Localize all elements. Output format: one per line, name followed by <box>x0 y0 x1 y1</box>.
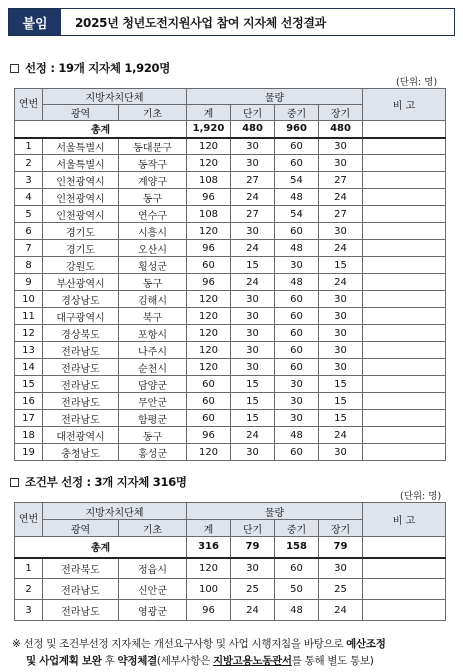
cell-wide: 전라남도 <box>43 342 119 359</box>
cell-total: 96 <box>187 427 231 444</box>
cell-no: 2 <box>15 155 43 172</box>
note-cell <box>363 325 446 342</box>
note-cell <box>363 138 446 155</box>
col-header-short: 단기 <box>231 105 275 121</box>
cell-long: 30 <box>319 291 363 308</box>
cell-basic: 나주시 <box>119 342 187 359</box>
note-cell <box>363 537 446 558</box>
note-cell <box>363 600 446 621</box>
cell-short: 30 <box>231 291 275 308</box>
cell-no: 15 <box>15 376 43 393</box>
cell-short: 30 <box>231 138 275 155</box>
checkbox-icon <box>10 64 19 73</box>
note-cell <box>363 291 446 308</box>
col-header-region: 지방자치단체 <box>43 503 187 520</box>
cell-wide: 경상남도 <box>43 291 119 308</box>
cell-short: 24 <box>231 240 275 257</box>
table-row <box>15 558 446 579</box>
cell-long: 27 <box>319 172 363 189</box>
cell-wide: 충청남도 <box>43 444 119 461</box>
cell-basic: 영광군 <box>119 600 187 621</box>
col-header-basic: 기초 <box>119 520 187 537</box>
note-cell <box>363 189 446 206</box>
cell-total: 96 <box>187 274 231 291</box>
footnote-text: 를 통해 별도 통보) <box>291 655 374 667</box>
cell-total: 120 <box>187 359 231 376</box>
col-header-short: 단기 <box>231 520 275 537</box>
cell-no: 2 <box>15 579 43 600</box>
col-header-wide: 광역 <box>43 520 119 537</box>
section2-title-text: 조건부 선정 : 3개 지자체 316명 <box>25 475 187 489</box>
cell-no: 9 <box>15 274 43 291</box>
cell-long: 24 <box>319 274 363 291</box>
cell-total: 60 <box>187 410 231 427</box>
cell-total: 120 <box>187 444 231 461</box>
footnote-text: (세부사항은 <box>156 655 213 667</box>
cell-wide: 전라남도 <box>43 600 119 621</box>
cell-short: 30 <box>231 342 275 359</box>
total-sum: 316 <box>187 537 231 558</box>
col-header-basic: 기초 <box>119 105 187 121</box>
note-cell <box>363 393 446 410</box>
cell-long: 24 <box>319 240 363 257</box>
cell-total: 96 <box>187 600 231 621</box>
cell-basic: 시흥시 <box>119 223 187 240</box>
cell-long: 30 <box>319 308 363 325</box>
col-header-total: 계 <box>187 105 231 121</box>
checkbox-icon <box>10 478 19 487</box>
note-cell <box>363 274 446 291</box>
total-label: 총계 <box>15 537 187 558</box>
table-row <box>15 444 446 461</box>
cell-wide: 전라남도 <box>43 410 119 427</box>
footnote <box>12 636 452 670</box>
cell-total: 120 <box>187 342 231 359</box>
cell-wide: 경기도 <box>43 223 119 240</box>
col-header-note: 비 고 <box>363 89 446 121</box>
col-header-no: 연번 <box>15 503 43 537</box>
cell-total: 120 <box>187 308 231 325</box>
cell-short: 27 <box>231 172 275 189</box>
note-cell <box>363 121 446 138</box>
cell-short: 15 <box>231 393 275 410</box>
cell-wide: 전라남도 <box>43 579 119 600</box>
table-row <box>15 308 446 325</box>
cell-short: 24 <box>231 189 275 206</box>
cell-basic: 동대문구 <box>119 138 187 155</box>
table-row <box>15 359 446 376</box>
cell-long: 30 <box>319 342 363 359</box>
cell-long: 15 <box>319 257 363 274</box>
note-cell <box>363 308 446 325</box>
cell-total: 60 <box>187 257 231 274</box>
cell-long: 30 <box>319 325 363 342</box>
cell-wide: 전라남도 <box>43 376 119 393</box>
cell-total: 96 <box>187 240 231 257</box>
cell-mid: 60 <box>275 291 319 308</box>
cell-basic: 북구 <box>119 308 187 325</box>
footnote-emphasis: 및 사업계획 보완 <box>26 655 102 667</box>
col-header-long: 장기 <box>319 105 363 121</box>
cell-no: 6 <box>15 223 43 240</box>
cell-basic: 순천시 <box>119 359 187 376</box>
cell-wide: 강원도 <box>43 257 119 274</box>
cell-short: 24 <box>231 600 275 621</box>
cell-short: 30 <box>231 558 275 579</box>
total-sum: 1,920 <box>187 121 231 138</box>
cell-mid: 60 <box>275 558 319 579</box>
cell-basic: 횡성군 <box>119 257 187 274</box>
cell-basic: 동구 <box>119 427 187 444</box>
cell-no: 8 <box>15 257 43 274</box>
total-mid: 960 <box>275 121 319 138</box>
cell-short: 25 <box>231 579 275 600</box>
cell-wide: 대전광역시 <box>43 427 119 444</box>
total-short: 79 <box>231 537 275 558</box>
cell-no: 5 <box>15 206 43 223</box>
cell-total: 120 <box>187 223 231 240</box>
table-row <box>15 223 446 240</box>
cell-basic: 무안군 <box>119 393 187 410</box>
document-title: 2025년 청년도전지원사업 참여 지자체 선정결과 <box>61 9 454 35</box>
footnote-emphasis: 예산조정 <box>346 638 386 650</box>
cell-mid: 60 <box>275 342 319 359</box>
cell-total: 120 <box>187 325 231 342</box>
cell-no: 1 <box>15 558 43 579</box>
cell-wide: 전라북도 <box>43 558 119 579</box>
cell-mid: 48 <box>275 427 319 444</box>
note-cell <box>363 444 446 461</box>
total-mid: 158 <box>275 537 319 558</box>
cell-basic: 정읍시 <box>119 558 187 579</box>
cell-mid: 60 <box>275 138 319 155</box>
cell-mid: 60 <box>275 308 319 325</box>
table-row <box>15 240 446 257</box>
note-cell <box>363 223 446 240</box>
cell-total: 96 <box>187 189 231 206</box>
cell-wide: 인천광역시 <box>43 189 119 206</box>
note-cell <box>363 427 446 444</box>
total-row <box>15 537 446 558</box>
cell-long: 24 <box>319 427 363 444</box>
cell-mid: 60 <box>275 359 319 376</box>
cell-long: 24 <box>319 189 363 206</box>
cell-no: 16 <box>15 393 43 410</box>
note-cell <box>363 342 446 359</box>
cell-basic: 함평군 <box>119 410 187 427</box>
cell-no: 3 <box>15 172 43 189</box>
cell-no: 12 <box>15 325 43 342</box>
section2-title <box>10 474 187 490</box>
cell-short: 30 <box>231 308 275 325</box>
selection-table <box>14 88 446 461</box>
table-row <box>15 600 446 621</box>
cell-mid: 60 <box>275 444 319 461</box>
cell-mid: 54 <box>275 172 319 189</box>
cell-basic: 계양구 <box>119 172 187 189</box>
cell-wide: 대구광역시 <box>43 308 119 325</box>
cell-total: 60 <box>187 376 231 393</box>
total-long: 480 <box>319 121 363 138</box>
cell-mid: 30 <box>275 257 319 274</box>
cell-total: 120 <box>187 558 231 579</box>
total-long: 79 <box>319 537 363 558</box>
footnote-emphasis: 약정체결 <box>117 655 157 667</box>
table-row <box>15 257 446 274</box>
cell-short: 24 <box>231 427 275 444</box>
total-label: 총계 <box>15 121 187 138</box>
cell-basic: 동작구 <box>119 155 187 172</box>
cell-long: 30 <box>319 155 363 172</box>
note-cell <box>363 257 446 274</box>
cell-short: 15 <box>231 257 275 274</box>
footnote-underlined: 지방고용노동관서 <box>212 655 292 667</box>
col-header-wide: 광역 <box>43 105 119 121</box>
table-row <box>15 410 446 427</box>
col-header-total: 계 <box>187 520 231 537</box>
cell-total: 60 <box>187 393 231 410</box>
footnote-text: 후 <box>101 655 118 667</box>
section2-unit: (단위: 명) <box>400 491 442 502</box>
col-header-quota: 물량 <box>187 503 363 520</box>
cell-basic: 오산시 <box>119 240 187 257</box>
section1-title <box>10 60 170 76</box>
cell-no: 14 <box>15 359 43 376</box>
table-row <box>15 172 446 189</box>
note-cell <box>363 410 446 427</box>
cell-no: 10 <box>15 291 43 308</box>
cell-long: 24 <box>319 600 363 621</box>
cell-short: 27 <box>231 206 275 223</box>
cell-mid: 60 <box>275 155 319 172</box>
note-cell <box>363 579 446 600</box>
cell-long: 25 <box>319 579 363 600</box>
cell-short: 15 <box>231 410 275 427</box>
col-header-note: 비 고 <box>363 503 446 537</box>
attachment-badge: 붙임 <box>9 9 61 35</box>
cell-basic: 신안군 <box>119 579 187 600</box>
cell-mid: 30 <box>275 376 319 393</box>
table-row <box>15 342 446 359</box>
cell-no: 11 <box>15 308 43 325</box>
col-header-mid: 중기 <box>275 520 319 537</box>
cell-wide: 부산광역시 <box>43 274 119 291</box>
cell-mid: 50 <box>275 579 319 600</box>
note-cell <box>363 240 446 257</box>
table-row <box>15 206 446 223</box>
cell-no: 3 <box>15 600 43 621</box>
cell-short: 30 <box>231 359 275 376</box>
cell-long: 30 <box>319 138 363 155</box>
cell-total: 120 <box>187 291 231 308</box>
table-row <box>15 274 446 291</box>
conditional-selection-table <box>14 502 446 621</box>
col-header-region: 지방자치단체 <box>43 89 187 105</box>
cell-long: 30 <box>319 444 363 461</box>
cell-no: 18 <box>15 427 43 444</box>
table-row <box>15 325 446 342</box>
cell-total: 108 <box>187 172 231 189</box>
note-cell <box>363 172 446 189</box>
cell-short: 30 <box>231 325 275 342</box>
footnote-text: ※ 선정 및 조건부선정 지자체는 개선요구사항 및 사업 시행지침을 바탕으로 <box>12 638 347 650</box>
table-row <box>15 579 446 600</box>
table-row <box>15 138 446 155</box>
section1-unit: (단위: 명) <box>396 77 438 88</box>
cell-total: 120 <box>187 138 231 155</box>
cell-basic: 담양군 <box>119 376 187 393</box>
col-header-long: 장기 <box>319 520 363 537</box>
cell-mid: 54 <box>275 206 319 223</box>
cell-long: 15 <box>319 393 363 410</box>
cell-long: 27 <box>319 206 363 223</box>
total-short: 480 <box>231 121 275 138</box>
cell-no: 1 <box>15 138 43 155</box>
cell-long: 30 <box>319 359 363 376</box>
cell-long: 15 <box>319 376 363 393</box>
cell-short: 24 <box>231 274 275 291</box>
cell-no: 7 <box>15 240 43 257</box>
cell-no: 17 <box>15 410 43 427</box>
note-cell <box>363 359 446 376</box>
table-row <box>15 427 446 444</box>
cell-wide: 전라남도 <box>43 359 119 376</box>
col-header-quota: 물량 <box>187 89 363 105</box>
document-header <box>8 8 455 36</box>
cell-short: 30 <box>231 444 275 461</box>
cell-basic: 김해시 <box>119 291 187 308</box>
cell-long: 30 <box>319 558 363 579</box>
total-row <box>15 121 446 138</box>
table-row <box>15 376 446 393</box>
cell-no: 19 <box>15 444 43 461</box>
cell-basic: 동구 <box>119 189 187 206</box>
table-row <box>15 393 446 410</box>
cell-mid: 48 <box>275 274 319 291</box>
table-row <box>15 291 446 308</box>
cell-basic: 홍성군 <box>119 444 187 461</box>
note-cell <box>363 376 446 393</box>
cell-basic: 포항시 <box>119 325 187 342</box>
col-header-mid: 중기 <box>275 105 319 121</box>
cell-basic: 연수구 <box>119 206 187 223</box>
section1-title-text: 선정 : 19개 지자체 1,920명 <box>25 61 171 75</box>
cell-mid: 60 <box>275 325 319 342</box>
cell-short: 30 <box>231 223 275 240</box>
cell-long: 15 <box>319 410 363 427</box>
cell-mid: 60 <box>275 223 319 240</box>
cell-no: 4 <box>15 189 43 206</box>
cell-short: 15 <box>231 376 275 393</box>
cell-short: 30 <box>231 155 275 172</box>
cell-mid: 30 <box>275 393 319 410</box>
cell-mid: 48 <box>275 240 319 257</box>
cell-wide: 인천광역시 <box>43 172 119 189</box>
cell-wide: 전라남도 <box>43 393 119 410</box>
note-cell <box>363 206 446 223</box>
note-cell <box>363 155 446 172</box>
cell-mid: 48 <box>275 600 319 621</box>
cell-wide: 인천광역시 <box>43 206 119 223</box>
cell-wide: 경기도 <box>43 240 119 257</box>
table-row <box>15 155 446 172</box>
cell-wide: 서울특별시 <box>43 138 119 155</box>
cell-total: 108 <box>187 206 231 223</box>
cell-wide: 서울특별시 <box>43 155 119 172</box>
cell-no: 13 <box>15 342 43 359</box>
cell-total: 120 <box>187 155 231 172</box>
cell-mid: 30 <box>275 410 319 427</box>
cell-basic: 동구 <box>119 274 187 291</box>
cell-long: 30 <box>319 223 363 240</box>
cell-total: 100 <box>187 579 231 600</box>
cell-wide: 경상북도 <box>43 325 119 342</box>
note-cell <box>363 558 446 579</box>
col-header-no: 연번 <box>15 89 43 121</box>
table-row <box>15 189 446 206</box>
cell-mid: 48 <box>275 189 319 206</box>
